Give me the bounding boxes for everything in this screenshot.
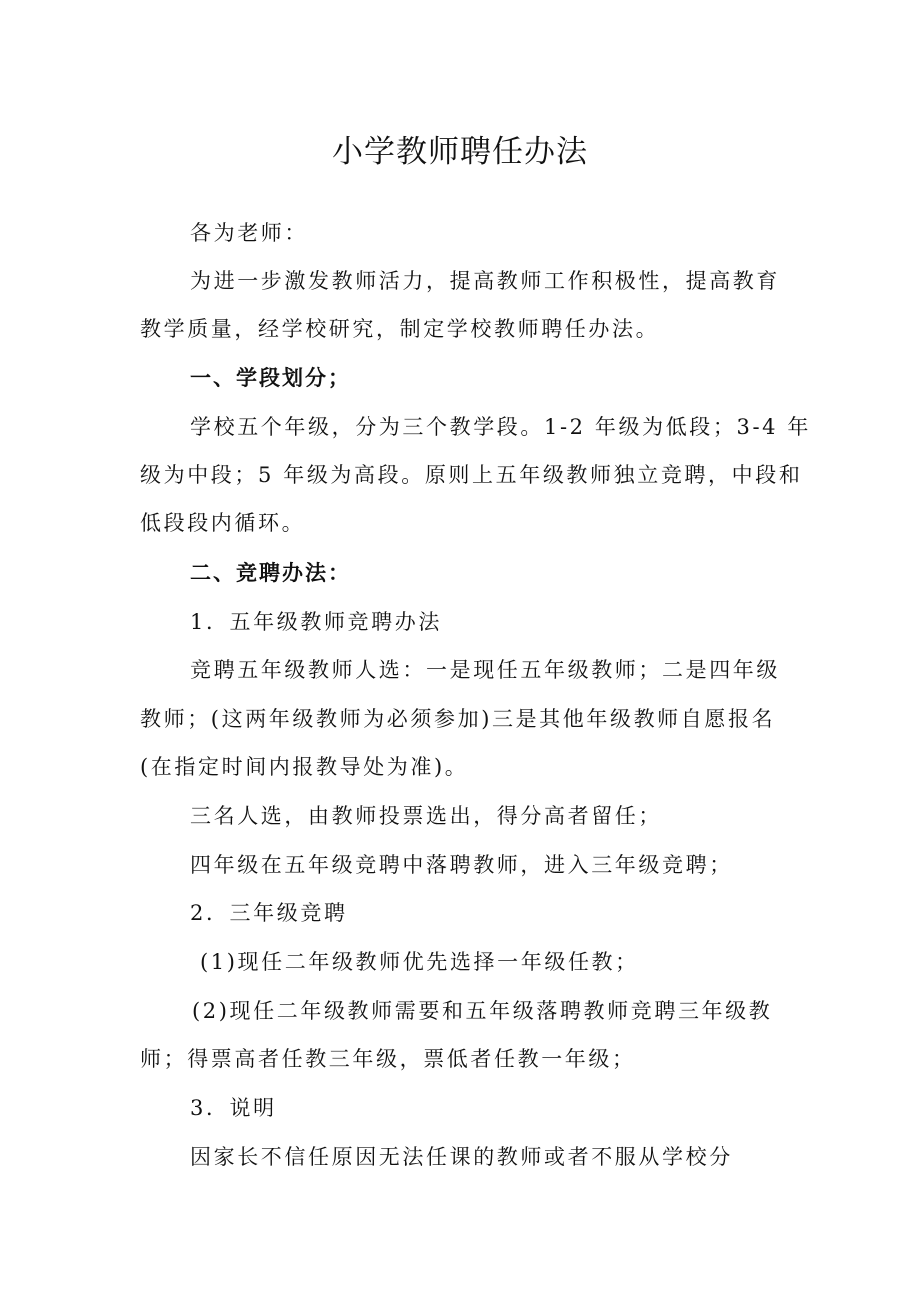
paragraph-line: 学校五个年级，分为三个教学段。1-2 年级为低段；3-4 年 — [190, 415, 811, 439]
paragraph-line: 师；得票高者任教三年级，票低者任教一年级； — [140, 1047, 636, 1071]
paragraph-line: 竞聘五年级教师人选：一是现任五年级教师；二是四年级 — [190, 658, 780, 682]
document-title: 小学教师聘任办法 — [332, 134, 588, 170]
paragraph-line: 教师；(这两年级教师为必须参加)三是其他年级教师自愿报名 — [140, 707, 776, 731]
paragraph-line: 教学质量，经学校研究，制定学校教师聘任办法。 — [140, 317, 660, 341]
subsection-heading: 3．说明 — [190, 1096, 277, 1120]
paragraph-line: 因家长不信任原因无法任课的教师或者不服从学校分 — [190, 1145, 733, 1169]
section-heading: 二、竞聘办法： — [190, 561, 351, 585]
subsection-heading: 1．五年级教师竞聘办法 — [190, 610, 442, 634]
salutation: 各为老师： — [190, 221, 308, 245]
paragraph-line: 四年级在五年级竞聘中落聘教师，进入三年级竞聘； — [190, 853, 733, 877]
subsection-heading: 2．三年级竞聘 — [190, 901, 348, 925]
paragraph-line: (在指定时间内报教导处为准)。 — [140, 755, 469, 779]
paragraph-line: 为进一步激发教师活力，提高教师工作积极性，提高教育 — [190, 269, 780, 293]
paragraph-line: 三名人选，由教师投票选出，得分高者留任； — [190, 804, 662, 828]
section-heading: 一、学段划分； — [190, 366, 351, 390]
list-item: (1)现任二年级教师优先选择一年级任教； — [200, 950, 639, 974]
paragraph-line: 级为中段；5 年级为高段。原则上五年级教师独立竞聘，中段和 — [140, 463, 803, 487]
list-item: (2)现任二年级教师需要和五年级落聘教师竞聘三年级教 — [192, 999, 773, 1023]
paragraph-line: 低段段内循环。 — [140, 511, 306, 535]
